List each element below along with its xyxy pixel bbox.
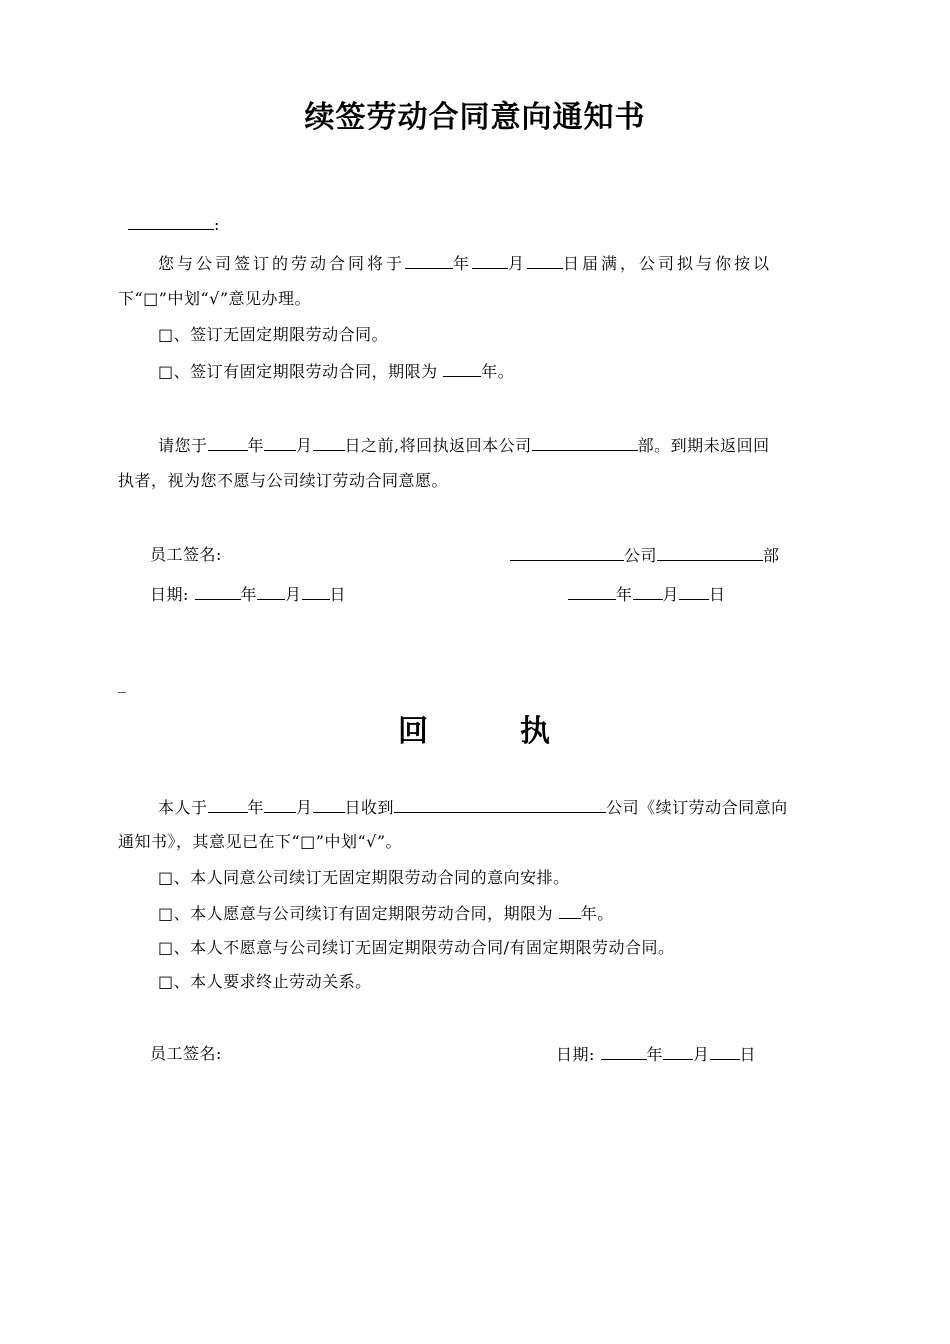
company-day-blank[interactable] [679,584,709,600]
intro-year-blank[interactable] [405,253,453,269]
intro-line-2: 下“□”中划“√”意见办理。 [118,289,312,308]
return-year-label: 年 [247,436,265,455]
receipt-text-3: 公司《续订劳动合同意向 [606,798,788,817]
addressee-line [128,214,219,235]
receipt-year-label: 年 [247,798,265,817]
employee-day-blank[interactable] [302,584,330,600]
notice-date-label: 日期: [150,585,189,604]
employee-month-label: 月 [285,585,302,604]
receipt-term-blank[interactable] [559,903,581,919]
employee-year-blank[interactable] [195,584,241,600]
receipt-company-blank[interactable] [394,797,606,813]
notice-option-2-suffix: 年。 [481,362,515,381]
receipt-line-1 [158,797,788,818]
receipt-option-4: □、本人要求终止劳动关系。 [158,972,372,991]
notice-employee-signature-label: 员工签名: [150,545,222,564]
return-department-blank[interactable] [532,435,638,451]
receipt-option-2-suffix: 年。 [580,904,614,923]
return-day-blank[interactable] [313,435,345,451]
company-label: 公司 [624,546,658,565]
return-text-2: 日之前,将回执返回本公司 [344,436,532,455]
company-day-label: 日 [709,585,726,604]
notice-option-2 [158,361,514,382]
receipt-date-year-label: 年 [646,1045,664,1064]
notice-term-blank[interactable] [443,361,481,377]
company-year-blank[interactable] [568,584,616,600]
receipt-month-label: 月 [296,798,313,817]
receipt-option-3: □、本人不愿意与公司续订无固定期限劳动合同/有固定期限劳动合同。 [158,938,675,957]
return-text-3: 部。到期未返回回 [637,436,770,455]
receipt-day-blank[interactable] [313,797,345,813]
receipt-text-1: 本人于 [158,798,208,817]
receipt-month-blank[interactable] [264,797,296,813]
receipt-option-2 [158,903,614,924]
receipt-date-day-blank[interactable] [710,1044,740,1060]
intro-month-blank[interactable] [472,253,508,269]
addressee-colon: : [214,215,220,234]
company-month-blank[interactable] [633,584,663,600]
receipt-option-2-text: □、本人愿意与公司续订有固定期限劳动合同，期限为 [158,904,554,923]
return-line-2: 执者，视为您不愿与公司续订劳动合同意愿。 [118,471,449,490]
employee-day-label: 日 [329,585,347,604]
receipt-date [556,1044,756,1065]
receipt-date-label: 日期: [556,1045,595,1064]
company-signature-line [510,545,780,566]
notice-employee-date [150,584,346,605]
return-month-label: 月 [296,436,313,455]
intro-day-blank[interactable] [527,253,563,269]
company-month-label: 月 [662,585,680,604]
return-text-1: 请您于 [158,436,208,455]
intro-text-1: 您与公司签订的劳动合同将于 [158,254,406,273]
intro-month-label: 月 [508,254,528,273]
company-year-label: 年 [616,585,633,604]
notice-title: 续签劳动合同意向通知书 [304,100,646,135]
separator-mark: _ [118,674,126,693]
return-line-1 [158,435,770,456]
receipt-title-right: 执 [520,714,550,749]
receipt-text-2: 日收到 [344,798,395,817]
department-label: 部 [763,546,780,565]
intro-text-2: 日届满，公司拟与你按以 [563,254,773,273]
company-name-blank[interactable] [510,545,624,561]
receipt-date-day-label: 日 [739,1045,757,1064]
intro-line-1 [158,253,772,274]
receipt-title-left: 回 [398,714,428,749]
receipt-date-month-label: 月 [693,1045,710,1064]
department-name-blank[interactable] [657,545,763,561]
return-year-blank[interactable] [208,435,248,451]
employee-year-label: 年 [240,585,258,604]
employee-month-blank[interactable] [257,584,285,600]
notice-option-2-text: □、签订有固定期限劳动合同，期限为 [158,362,438,381]
receipt-date-month-blank[interactable] [663,1044,693,1060]
company-date [568,584,726,605]
receipt-employee-signature-label: 员工签名: [150,1044,222,1063]
receipt-date-year-blank[interactable] [601,1044,647,1060]
return-month-blank[interactable] [264,435,296,451]
intro-year-label: 年 [453,254,473,273]
receipt-option-1: □、本人同意公司续订无固定期限劳动合同的意向安排。 [158,868,570,887]
receipt-year-blank[interactable] [208,797,248,813]
notice-option-1: □、签订无固定期限劳动合同。 [158,325,389,344]
addressee-blank[interactable] [128,214,214,230]
receipt-line-2: 通知书》，其意见已在下“□”中划“√”。 [118,832,403,851]
